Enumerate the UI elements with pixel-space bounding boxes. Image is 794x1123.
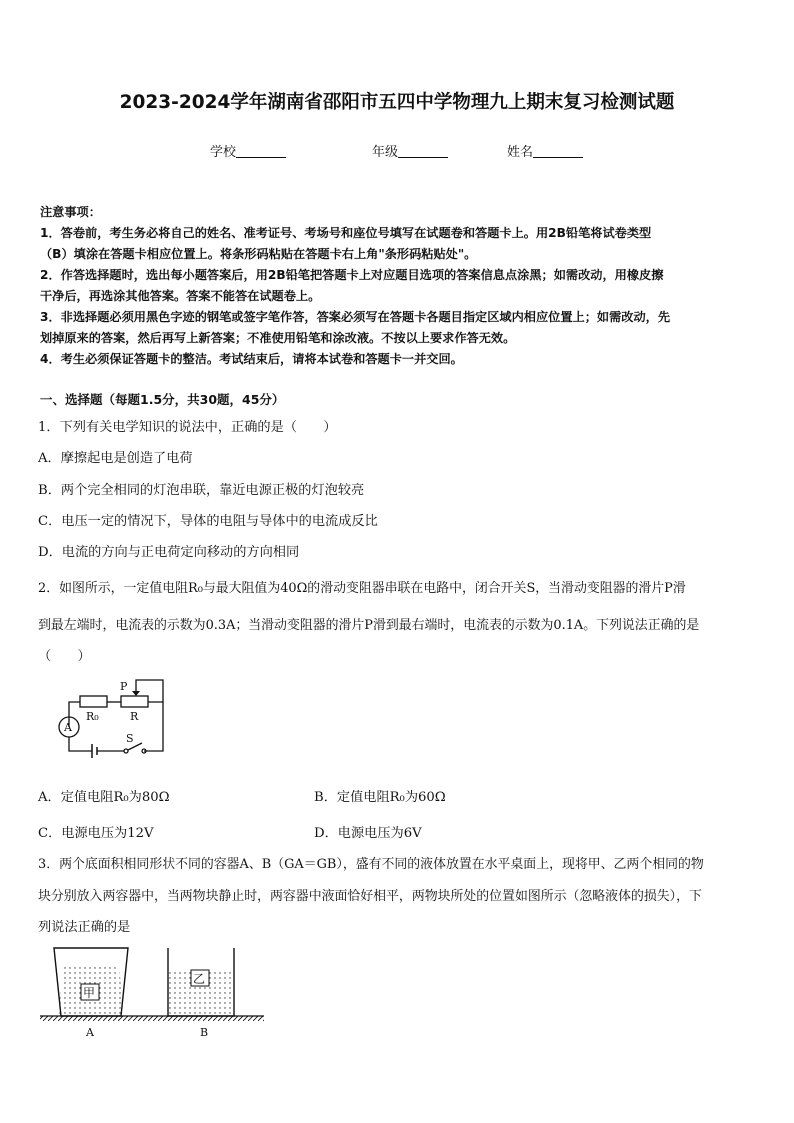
q1-option-c: C．电压一定的情况下，导体的电阻与导体中的电流成反比 [38,514,378,529]
q1-option-d: D．电流的方向与正电荷定向移动的方向相同 [38,545,300,560]
circuit-diagram [50,674,172,760]
label-a: A [86,1026,94,1039]
circuit-wire [144,702,163,751]
q1-option-b: B．两个完全相同的灯泡串联，靠近电源正极的灯泡较亮 [38,483,365,498]
notice-line: 干净后，再选涂其他答案。答案不能答在试题卷上。 [40,289,321,303]
name-field [507,141,583,160]
q2-option-d: D．电源电压为6V [314,826,422,841]
school-label: 学校 [210,145,237,160]
notice-heading: 注意事项： [40,205,101,219]
name-label: 姓名 [507,145,534,160]
slider-arrow [132,691,140,696]
resistor-r [121,696,148,707]
grade-label: 年级 [372,145,399,160]
notice-line: 划掉原来的答案，然后再写上新答案；不准使用铅笔和涂改液。不按以上要求作答无效。 [40,331,516,345]
slider-wire [136,680,163,702]
table-surface [40,1016,264,1021]
label-ammeter: A [64,721,72,734]
q1-option-a: A．摩擦起电是创造了电荷 [38,451,193,466]
notice-line: 1．答卷前，考生务必将自己的姓名、准考证号、考场号和座位号填写在试题卷和答题卡上。用2B铅笔将试卷类型 [40,226,652,240]
q2-stem-line: （ ） [38,649,91,664]
notice-line: 2．作答选择题时，选出每小题答案后，用2B铅笔把答题卡上对应题目选项的答案信息点涂黑；如需改动，用橡皮擦 [40,268,664,282]
label-r: R [130,710,139,723]
q1-stem: 1．下列有关电学知识的说法中，正确的是（ ） [38,420,337,435]
q2-stem-line: 到最左端时，电流表的示数为0.3A；当滑动变阻器的滑片P滑到最右端时，电流表的示数为0.1A。下列说法正确的是 [38,618,700,633]
resistor-r0 [80,696,107,707]
q3-stem-line: 3．两个底面积相同形状不同的容器A、B（GA＝GB），盛有不同的液体放置在水平桌面上，现将甲、乙两个相同的物 [38,857,704,872]
q3-stem-line: 块分别放入两容器中，当两物块静止时，两容器中液面恰好相平，两物块所处的位置如图所示（忽略液体的损失），下 [38,889,702,904]
q2-option-b: B．定值电阻R₀为60Ω [314,790,446,805]
page-title: 2023-2024学年湖南省邵阳市五四中学物理九上期末复习检测试题 [119,92,675,113]
notice-line: 3．非选择题必须用黑色字迹的钢笔或签字笔作答，答案必须写在答题卡各题目指定区域内相应位置上；如需改动，先 [40,310,671,324]
section-heading: 一、选择题（每题1.5分，共30题，45分） [40,392,285,407]
containers-diagram [38,946,268,1042]
label-b: B [200,1026,209,1039]
label-p: P [120,680,128,693]
school-blank [236,145,286,158]
name-blank [533,145,583,158]
notice-line: 4．考生必须保证答题卡的整洁。考试结束后，请将本试卷和答题卡一并交回。 [40,352,463,366]
label-r0: R₀ [86,710,99,723]
q2-option-a: A．定值电阻R₀为80Ω [38,790,170,805]
notice-line: （B）填涂在答题卡相应位置上。将条形码粘贴在答题卡右上角"条形码粘贴处"。 [40,247,477,261]
q2-stem-line: 2．如图所示，一定值电阻R₀与最大阻值为40Ω的滑动变阻器串联在电路中，闭合开关S，当滑动变阻器的滑片P滑 [38,581,686,596]
label-jia: 甲 [83,986,96,1000]
switch-contact [124,749,128,753]
grade-field [372,141,448,160]
circuit-wire [69,737,92,751]
grade-blank [398,145,448,158]
label-yi: 乙 [193,972,206,986]
school-field [210,141,286,160]
label-s: S [126,732,134,745]
battery-symbol [92,744,97,758]
q2-option-c: C．电源电压为12V [38,826,154,841]
q3-stem-line: 列说法正确的是 [38,920,131,935]
